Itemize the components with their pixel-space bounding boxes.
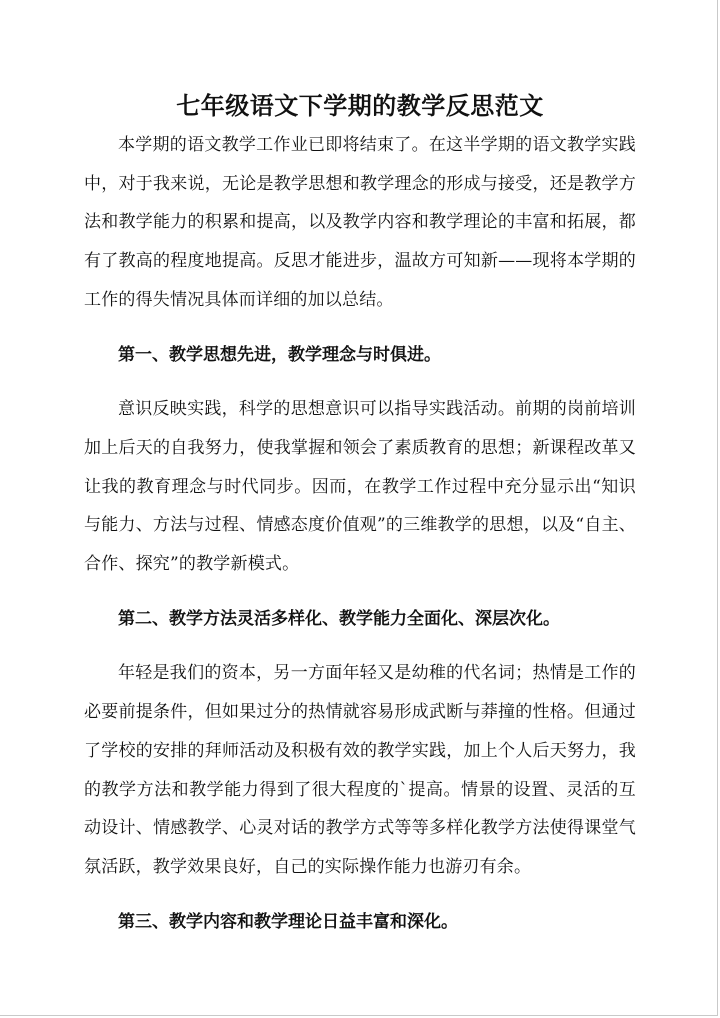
spacer: [84, 320, 636, 336]
intro-paragraph: 本学期的语文教学工作业已即将结束了。在这半学期的语文教学实践中，对于我来说，无论是教学思想和教学理念的形成与接受，还是教学方法和教学能力的积累和提高，以及教学内容和教学理论的丰富和拓展，都有了教高的程度地提高。反思才能进步，温故方可知新——现将本学期的工作的得失情况具体而详细的加以总结。: [84, 135, 636, 310]
spacer: [84, 638, 636, 654]
document-content: [84, 86, 636, 941]
section-heading-3: 第三、教学内容和教学理论日益丰富和深化。: [118, 911, 458, 932]
spacer: [84, 374, 636, 390]
spacer: [84, 887, 636, 903]
spacer: [84, 584, 636, 600]
section-body-2: 年轻是我们的资本，另一方面年轻又是幼稚的代名词；热情是工作的必要前提条件，但如果过分的热情就容易形成武断与莽撞的性格。但通过了学校的安排的拜师活动及积极有效的教学实践，加上个人后天努力，我的教学方法和教学能力得到了很大程度的`提高。情景的设置、灵活的互动设计、情感教学、心灵对话的教学方式等等多样化教学方法使得课堂气氛活跃，教学效果良好，自己的实际操作能力也游刃有余。: [84, 663, 636, 877]
document-title: 七年级语文下学期的教学反思范文: [176, 92, 544, 120]
section-body-1: 意识反映实践，科学的思想意识可以指导实践活动。前期的岗前培训加上后天的自我努力，使我掌握和领会了素质教育的思想；新课程改革又让我的教育理念与时代同步。因而，在教学工作过程中充分显示出“知识与能力、方法与过程、情感态度价值观”的三维教学的思想，以及“自主、合作、探究”的教学新模式。: [84, 399, 636, 575]
section-heading-1: 第一、教学思想先进，教学理念与时俱进。: [118, 344, 441, 365]
section-heading-2: 第二、教学方法灵活多样化、教学能力全面化、深层次化。: [118, 608, 560, 629]
